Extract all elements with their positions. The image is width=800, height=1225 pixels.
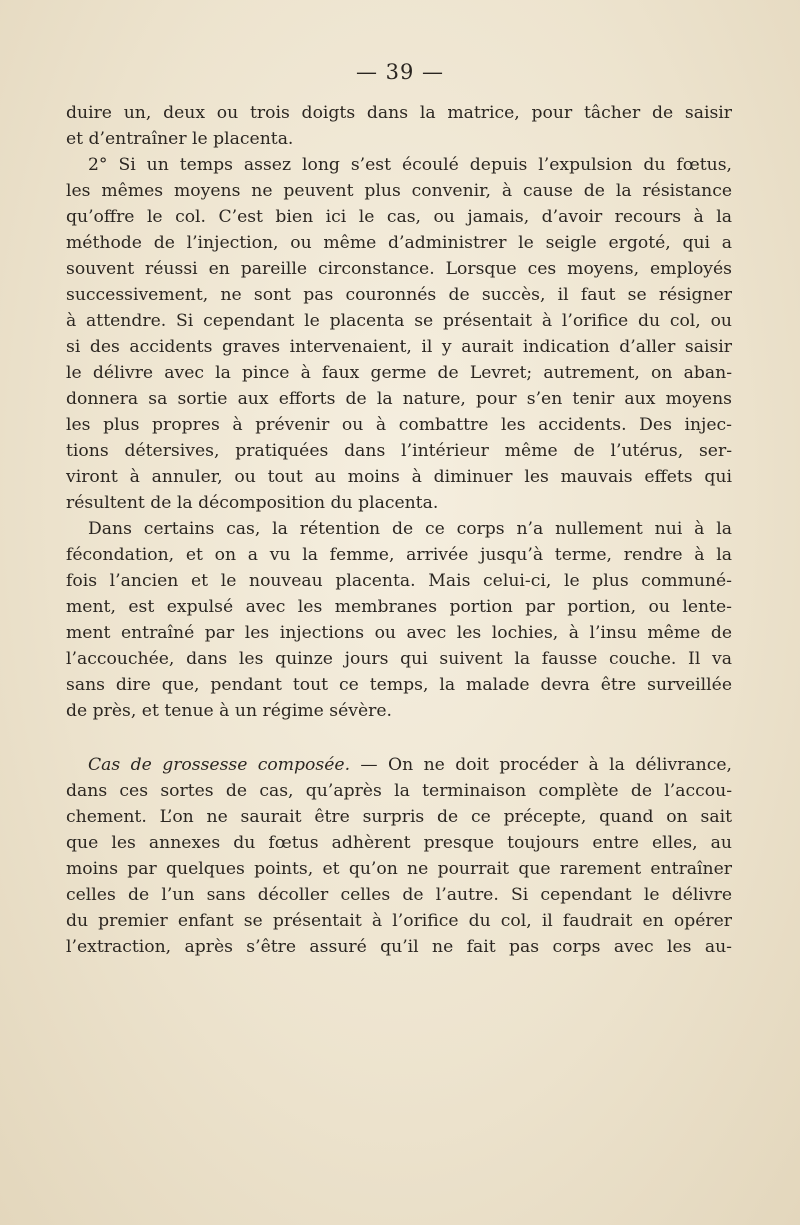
text-line: chement. L’on ne saurait être surpris de ce précepte, quand on sait <box>66 807 732 827</box>
text-line: le délivre avec la pince à faux germe de Levret; autrement, on aban- <box>66 363 732 383</box>
paragraph-3 <box>66 516 732 724</box>
page-number: — 39 — <box>355 60 445 84</box>
section-heading: Cas de grossesse composée. <box>88 755 351 775</box>
paragraph-2 <box>66 152 732 516</box>
text-line: tions détersives, pratiquées dans l’intérieur même de l’utérus, ser- <box>66 441 732 461</box>
text-line: 2° Si un temps assez long s’est écoulé depuis l’expulsion du fœtus, <box>88 155 732 175</box>
section-first-line: — On ne doit procéder à la délivrance, <box>350 755 732 775</box>
text-line: viront à annuler, ou tout au moins à diminuer les mauvais effets qui <box>66 467 732 487</box>
text-line: fécondation, et on a vu la femme, arrivée jusqu’à terme, rendre à la <box>66 545 732 565</box>
text-line: celles de l’un sans décoller celles de l’autre. Si cependant le délivre <box>66 885 732 905</box>
text-line: duire un, deux ou trois doigts dans la matrice, pour tâcher de saisir <box>66 103 732 123</box>
section-grossesse-composee <box>66 752 732 960</box>
text-line: l’accouchée, dans les quinze jours qui suivent la fausse couche. Il va <box>66 649 732 669</box>
text-line: méthode de l’injection, ou même d’administrer le seigle ergoté, qui a <box>66 233 732 253</box>
text-line: résultent de la décomposition du placenta. <box>66 493 439 513</box>
text-line: sans dire que, pendant tout ce temps, la malade devra être surveillée <box>66 675 732 695</box>
text-line: dans ces sortes de cas, qu’après la terminaison complète de l’accou- <box>66 781 732 801</box>
text-line: ment, est expulsé avec les membranes portion par portion, ou lente- <box>66 597 732 617</box>
text-line: fois l’ancien et le nouveau placenta. Mais celui-ci, le plus communé- <box>66 571 732 591</box>
text-line: et d’entraîner le placenta. <box>66 129 294 149</box>
text-line: qu’offre le col. C’est bien ici le cas, ou jamais, d’avoir recours à la <box>66 207 732 227</box>
text-line: successivement, ne sont pas couronnés de succès, il faut se résigner <box>66 285 732 305</box>
paragraph-1 <box>66 100 732 152</box>
text-line: de près, et tenue à un régime sévère. <box>66 701 393 721</box>
text-line: ment entraîné par les injections ou avec les lochies, à l’insu même de <box>66 623 732 643</box>
text-line: les mêmes moyens ne peuvent plus convenir, à cause de la résistance <box>66 181 732 201</box>
text-line: que les annexes du fœtus adhèrent presque toujours entre elles, au <box>66 833 732 853</box>
text-line: à attendre. Si cependant le placenta se présentait à l’orifice du col, ou <box>66 311 732 331</box>
text-line: souvent réussi en pareille circonstance. Lorsque ces moyens, employés <box>66 259 732 279</box>
text-line: l’extraction, après s’être assuré qu’il ne fait pas corps avec les au- <box>66 937 732 957</box>
text-line: donnera sa sortie aux efforts de la nature, pour s’en tenir aux moyens <box>66 389 732 409</box>
text-line: Dans certains cas, la rétention de ce corps n’a nullement nui à la <box>88 519 732 539</box>
text-line <box>66 752 732 778</box>
text-line: si des accidents graves intervenaient, il y aurait indication d’aller saisir <box>66 337 732 357</box>
text-line: moins par quelques points, et qu’on ne pourrait que rarement entraîner <box>66 859 732 879</box>
body-text <box>66 100 732 960</box>
text-line: du premier enfant se présentait à l’orifice du col, il faudrait en opérer <box>66 911 732 931</box>
text-line: les plus propres à prévenir ou à combattre les accidents. Des injec- <box>66 415 732 435</box>
